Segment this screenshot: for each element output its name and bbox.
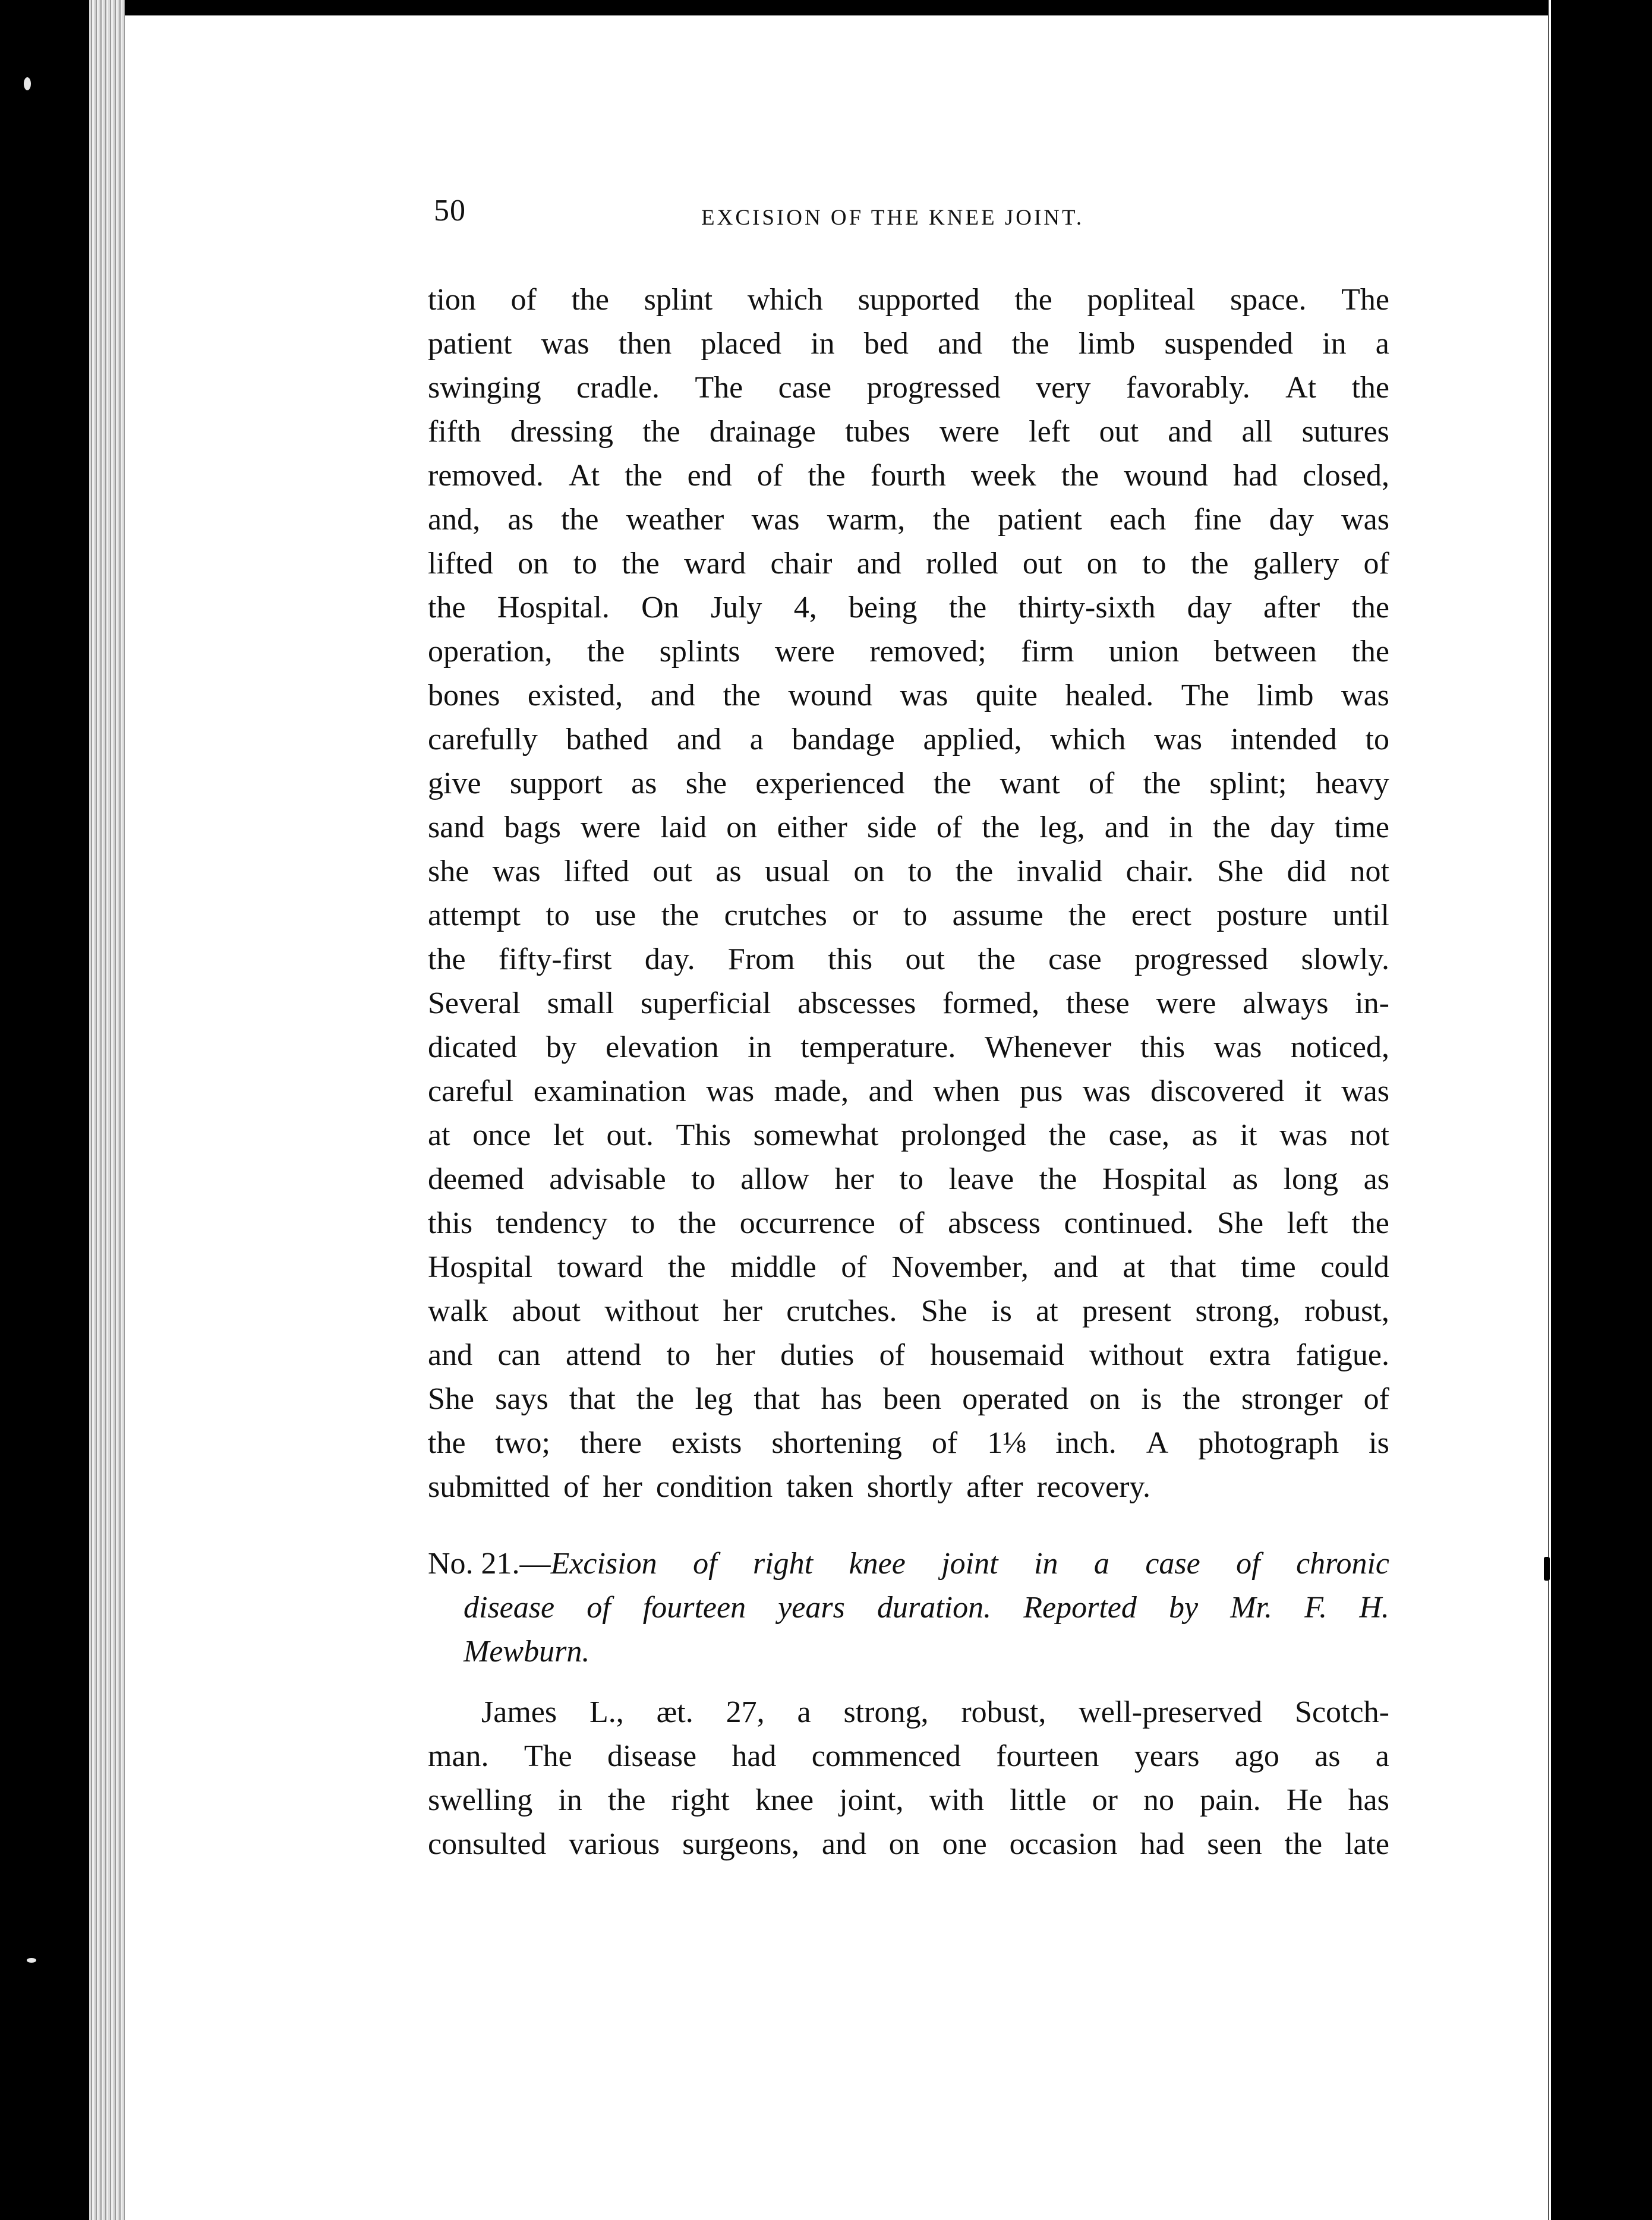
running-head: EXCISION OF THE KNEE JOINT. — [701, 206, 1084, 230]
text-line: careful examination was made, and when pus was discovered it was — [428, 1074, 1389, 1108]
text-line: She says that the leg that has been operated on is the stronger of — [428, 1382, 1389, 1416]
text-line: consulted various surgeons, and on one occasion had seen the late — [428, 1827, 1389, 1861]
text-line: she was lifted out as usual on to the invalid chair. She did not — [428, 854, 1389, 888]
case-title-line: disease of fourteen years duration. Reported by Mr. F. H. — [464, 1591, 1389, 1625]
text-line: attempt to use the crutches or to assume the erect posture until — [428, 898, 1389, 932]
scan-right-edge — [1548, 0, 1652, 2220]
text-line: patient was then placed in bed and the limb suspended in a — [428, 327, 1389, 361]
text-line: dicated by elevation in temperature. Whenever this was noticed, — [428, 1030, 1389, 1064]
text-line: at once let out. This somewhat prolonged the case, as it was not — [428, 1118, 1389, 1152]
paragraph-1 — [428, 278, 1389, 1509]
text-line: sand bags were laid on either side of the leg, and in the day time — [428, 811, 1389, 844]
text-line: walk about without her crutches. She is at present strong, robust, — [428, 1294, 1389, 1328]
text-line: carefully bathed and a bandage applied, which was intended to — [428, 723, 1389, 756]
text-line: submitted of her condition taken shortly after recovery. — [428, 1470, 1151, 1504]
text-line: this tendency to the occurrence of abscess continued. She left the — [428, 1206, 1389, 1240]
text-line: Hospital toward the middle of November, and at that time could — [428, 1250, 1389, 1284]
text-line: swinging cradle. The case progressed very favorably. At the — [428, 371, 1389, 405]
text-line: fifth dressing the drainage tubes were left out and all sutures — [428, 415, 1389, 449]
paragraph-2 — [428, 1691, 1389, 1866]
case-heading-line — [428, 1586, 1389, 1630]
text-line: give support as she experienced the want of the splint; heavy — [428, 767, 1389, 800]
text-line: deemed advisable to allow her to leave the Hospital as long as — [428, 1162, 1389, 1196]
case-number: No. 21.— — [428, 1547, 551, 1581]
text-line: operation, the splints were removed; firm union between the — [428, 635, 1389, 668]
case-heading — [428, 1542, 1389, 1674]
text-line: the two; there exists shortening of 1⅛ inch. A photograph is — [428, 1426, 1389, 1460]
text-line: removed. At the end of the fourth week the wound had closed, — [428, 459, 1389, 493]
case-heading-line — [428, 1542, 1389, 1586]
text-line: and can attend to her duties of housemaid without extra fatigue. — [428, 1338, 1389, 1372]
text-line: swelling in the right knee joint, with little or no pain. He has — [428, 1783, 1389, 1817]
text-line: Several small superficial abscesses formed, these were always in- — [428, 986, 1389, 1020]
case-heading-line — [428, 1630, 1389, 1674]
scan-left-margin — [0, 0, 89, 2220]
case-title-line: Mewburn. — [464, 1635, 590, 1669]
text-line: lifted on to the ward chair and rolled out on to the gallery of — [428, 547, 1389, 581]
text-line: and, as the weather was warm, the patient each fine day was — [428, 503, 1389, 537]
text-line: man. The disease had commenced fourteen years ago as a — [428, 1739, 1389, 1773]
page-number: 50 — [434, 194, 466, 228]
text-line: tion of the splint which supported the popliteal space. The — [428, 283, 1389, 317]
scan-right-edge-line — [1549, 0, 1551, 2220]
text-line: the fifty-first day. From this out the case progressed slowly. — [428, 942, 1389, 976]
text-line: the Hospital. On July 4, being the thirty-sixth day after the — [428, 591, 1389, 625]
page-stack-edge — [89, 0, 125, 2220]
case-title-line: Excision of right knee joint in a case of chronic — [550, 1547, 1389, 1581]
text-line: James L., æt. 27, a strong, robust, well-preserved Scotch- — [481, 1695, 1389, 1729]
scan-top-edge — [89, 0, 1652, 15]
text-line: bones existed, and the wound was quite healed. The limb was — [428, 679, 1389, 712]
